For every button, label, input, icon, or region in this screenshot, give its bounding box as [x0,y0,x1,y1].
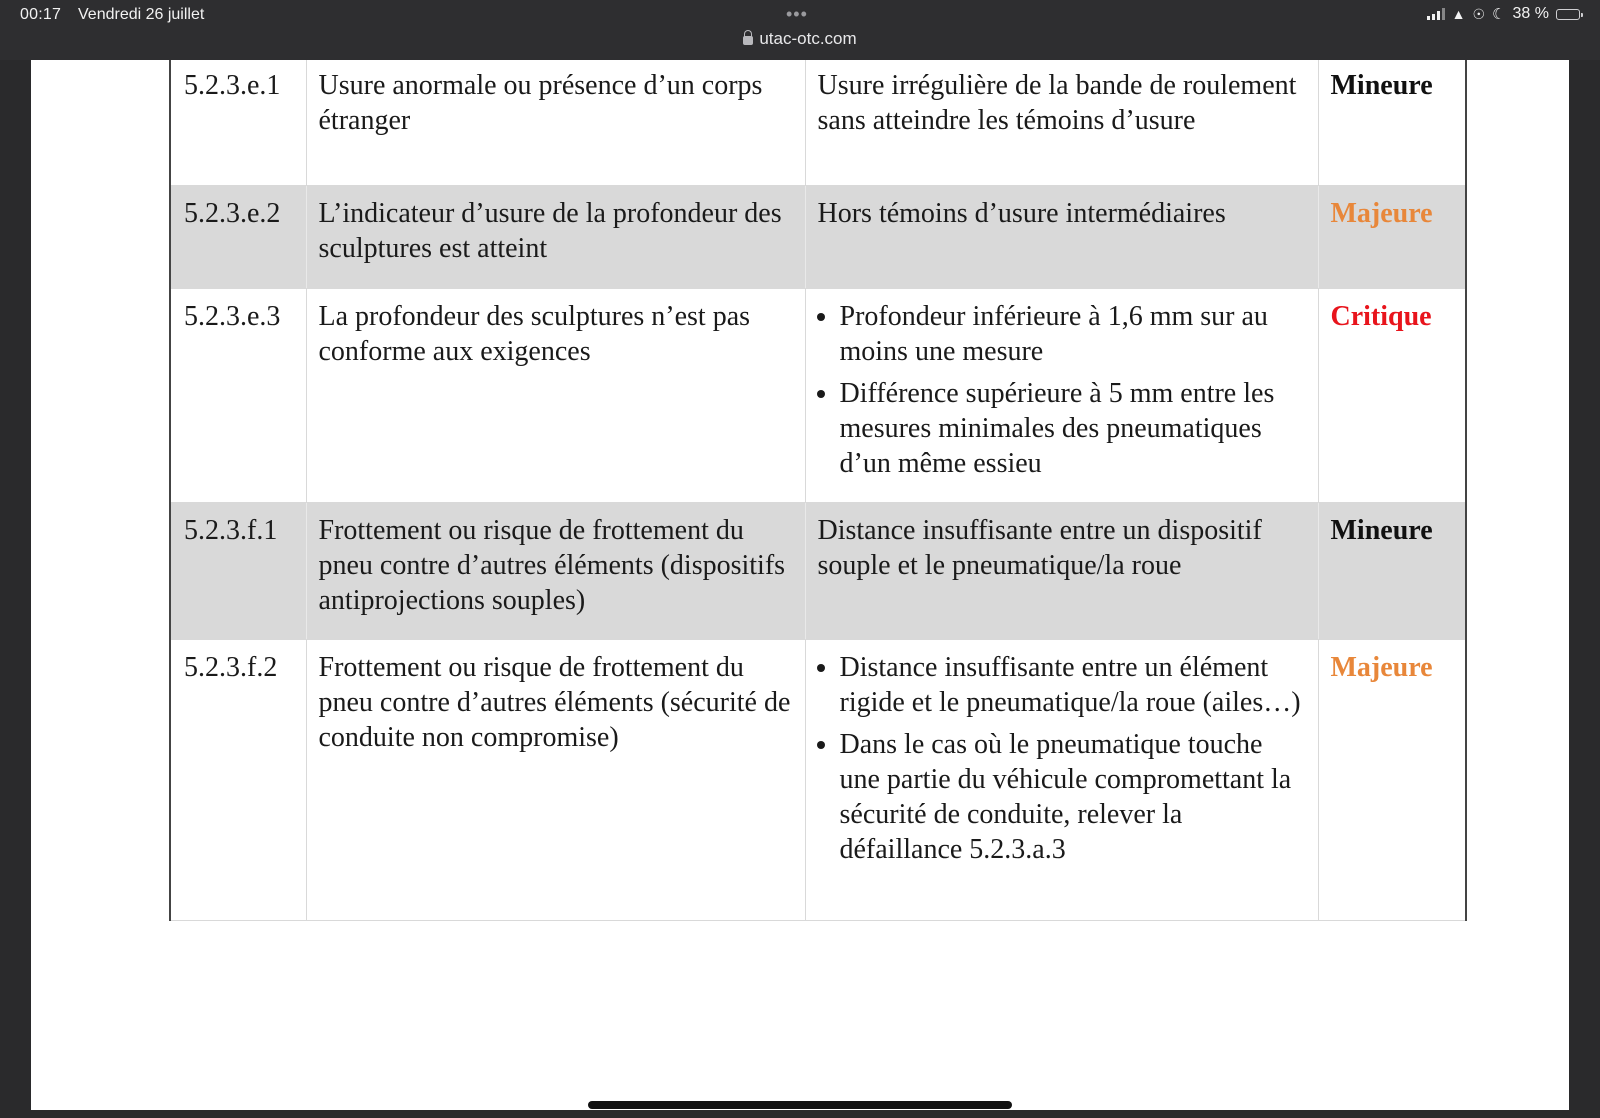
home-indicator[interactable] [588,1101,1012,1109]
status-date: Vendredi 26 juillet [78,6,205,23]
defects-table [169,60,1467,921]
list-item: • Profondeur inférieure à 1,6 mm sur au moins une mesure [840,299,1306,369]
severity-label: Majeure [1318,186,1466,289]
details-list [818,299,1306,481]
defect-description: Frottement ou risque de frottement du pneu contre d’autres éléments (dispositifs antiprojections souples) [306,503,805,640]
orientation-lock-icon: ☉ [1472,5,1486,22]
list-item: • Distance insuffisante entre un élément rigide et le pneumatique/la roue (ailes…) [840,650,1306,720]
moon-icon: ☾ [1492,6,1506,23]
defect-details [805,289,1318,503]
severity-label: Mineure [1318,60,1466,186]
list-item: • Dans le cas où le pneumatique touche une partie du véhicule compromettant la sécurité de conduite, relever la défaillance 5.2.3.a.3 [840,727,1306,867]
more-dots-icon[interactable]: ••• [786,4,808,24]
battery-icon [1556,9,1580,20]
defect-description: L’indicateur d’usure de la profondeur des sculptures est atteint [306,186,805,289]
defect-code: 5.2.3.e.1 [170,60,306,186]
list-item: • Différence supérieure à 5 mm entre les mesures minimales des pneumatiques d’un même essieu [840,376,1306,481]
defect-code: 5.2.3.e.3 [170,289,306,503]
defect-details [805,186,1318,289]
defect-description: Usure anormale ou présence d’un corps étranger [306,60,805,186]
url-text: utac-otc.com [759,29,857,48]
severity-label: Mineure [1318,503,1466,640]
table-row [170,186,1466,289]
table-row [170,60,1466,186]
status-time: 00:17 [20,6,62,23]
signal-icon [1427,8,1445,20]
browser-top-bar [0,0,1600,60]
defects-table-body [170,60,1466,921]
defect-description: La profondeur des sculptures n’est pas conforme aux exigences [306,289,805,503]
severity-label: Majeure [1318,640,1466,921]
defects-table-wrapper [169,60,1465,921]
details-list [818,650,1306,867]
lock-icon [743,36,753,45]
defect-code: 5.2.3.f.1 [170,503,306,640]
table-row [170,640,1466,921]
address-bar[interactable] [0,29,1600,49]
table-row [170,289,1466,503]
status-icons [1427,5,1580,23]
defect-code: 5.2.3.e.2 [170,186,306,289]
defect-details [805,60,1318,186]
defect-details [805,640,1318,921]
defect-details [805,503,1318,640]
detail-text: Usure irrégulière de la bande de roulement sans atteindre les témoins d’usure [817,70,1297,136]
defect-code: 5.2.3.f.2 [170,640,306,921]
battery-percent: 38 % [1512,5,1549,22]
document-page[interactable] [31,60,1569,1110]
severity-label: Critique [1318,289,1466,503]
detail-text: Distance insuffisante entre un dispositif souple et le pneumatique/la roue [817,515,1262,581]
table-row [170,503,1466,640]
defect-description: Frottement ou risque de frottement du pneu contre d’autres éléments (sécurité de conduite non compromise) [306,640,805,921]
wifi-icon: ▲ [1451,6,1466,22]
detail-text: Hors témoins d’usure intermédiaires [817,198,1226,229]
